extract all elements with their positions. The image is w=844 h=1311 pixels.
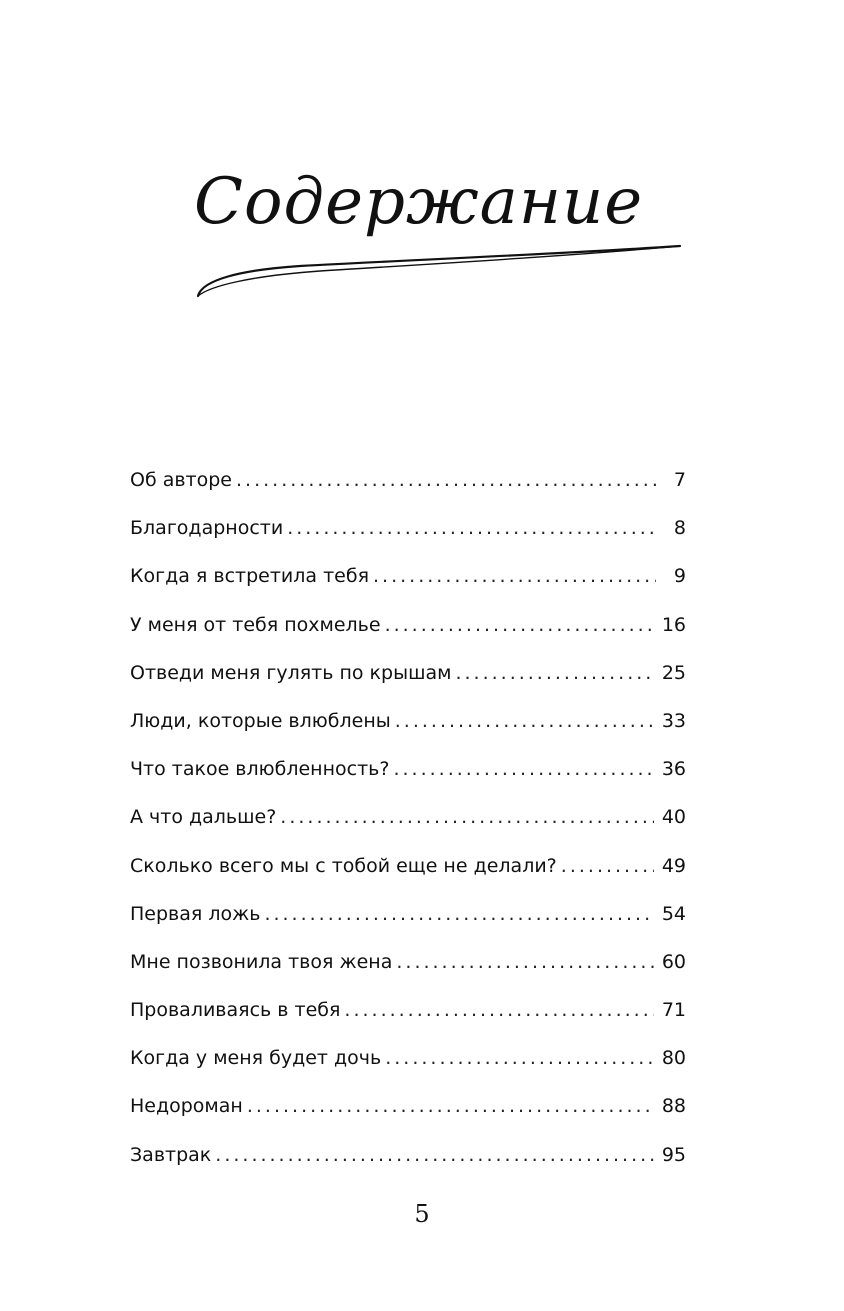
- dot-leader: [395, 704, 654, 738]
- dot-leader: [287, 511, 656, 545]
- toc-entry[interactable]: [130, 1041, 686, 1089]
- toc-entry-title: Благодарности: [130, 517, 284, 540]
- dot-leader: [280, 800, 654, 834]
- toc-entry-title: Люди, которые влюблены: [130, 709, 391, 732]
- toc-entry-title: Отведи меня гулять по крышам: [130, 661, 452, 684]
- toc-entry-page: 95: [661, 1143, 686, 1166]
- toc-entry[interactable]: [130, 1089, 686, 1137]
- toc-entry-title: Первая ложь: [130, 902, 261, 925]
- toc-entry-title: Об авторе: [130, 469, 232, 491]
- dot-leader: [344, 993, 653, 1027]
- toc-entry-page: 33: [661, 709, 686, 732]
- toc-entry-page: 49: [661, 854, 686, 877]
- toc-entry-page: 54: [661, 902, 686, 925]
- dot-leader: [247, 1089, 654, 1123]
- toc-entry-page: 9: [673, 565, 686, 588]
- toc-entry-title: Недороман: [130, 1095, 243, 1118]
- toc-entry-title: Что такое влюбленность?: [130, 758, 390, 781]
- toc-entry-title: А что дальше?: [130, 806, 277, 829]
- dot-leader: [393, 752, 653, 786]
- toc-entry-page: 36: [661, 758, 686, 781]
- dot-leader: [385, 608, 654, 642]
- toc-entry-page: 80: [661, 1047, 686, 1070]
- toc-entry[interactable]: [130, 511, 686, 559]
- toc-entry-title: Завтрак: [130, 1143, 212, 1166]
- toc-entry[interactable]: [130, 945, 686, 993]
- toc-entry-title: Сколько всего мы с тобой еще не делали?: [130, 854, 557, 877]
- toc-entry[interactable]: [130, 1138, 686, 1186]
- dot-leader: [561, 849, 654, 883]
- toc-entry-page: 88: [661, 1095, 686, 1118]
- toc-entry[interactable]: [130, 463, 686, 511]
- toc-entry[interactable]: [130, 704, 686, 752]
- toc-entry[interactable]: [130, 752, 686, 800]
- toc-entry-page: 8: [673, 517, 686, 540]
- toc-entry[interactable]: [130, 656, 686, 704]
- dot-leader: [215, 1138, 654, 1172]
- toc-entry-page: 7: [673, 469, 686, 491]
- toc-entry-title: Проваливаясь в тебя: [130, 999, 341, 1022]
- toc-entry[interactable]: [130, 559, 686, 607]
- toc-entry[interactable]: [130, 993, 686, 1041]
- table-of-contents: [130, 463, 686, 1186]
- toc-entry-title: Когда у меня будет дочь: [130, 1047, 382, 1070]
- contents-heading: [180, 160, 700, 320]
- toc-entry-page: 25: [661, 661, 686, 684]
- dot-leader: [264, 897, 653, 931]
- toc-entry-page: 71: [661, 999, 686, 1022]
- toc-entry[interactable]: [130, 608, 686, 656]
- toc-entry[interactable]: [130, 849, 686, 897]
- page-number: 5: [414, 1200, 430, 1228]
- flourish-underline-icon: [180, 230, 700, 310]
- dot-leader: [385, 1041, 654, 1075]
- dot-leader: [373, 559, 656, 593]
- contents-title: Содержание: [194, 165, 644, 239]
- dot-leader: [396, 945, 653, 979]
- toc-entry-page: 16: [661, 613, 686, 636]
- dot-leader: [455, 656, 653, 690]
- toc-entry-title: Мне позвонила твоя жена: [130, 950, 393, 973]
- toc-entry[interactable]: [130, 897, 686, 945]
- toc-entry-title: Когда я встретила тебя: [130, 565, 369, 588]
- dot-leader: [236, 463, 656, 497]
- toc-entry-page: 40: [661, 806, 686, 829]
- toc-entry[interactable]: [130, 800, 686, 848]
- toc-entry-page: 60: [661, 950, 686, 973]
- toc-entry-title: У меня от тебя похмелье: [130, 613, 381, 636]
